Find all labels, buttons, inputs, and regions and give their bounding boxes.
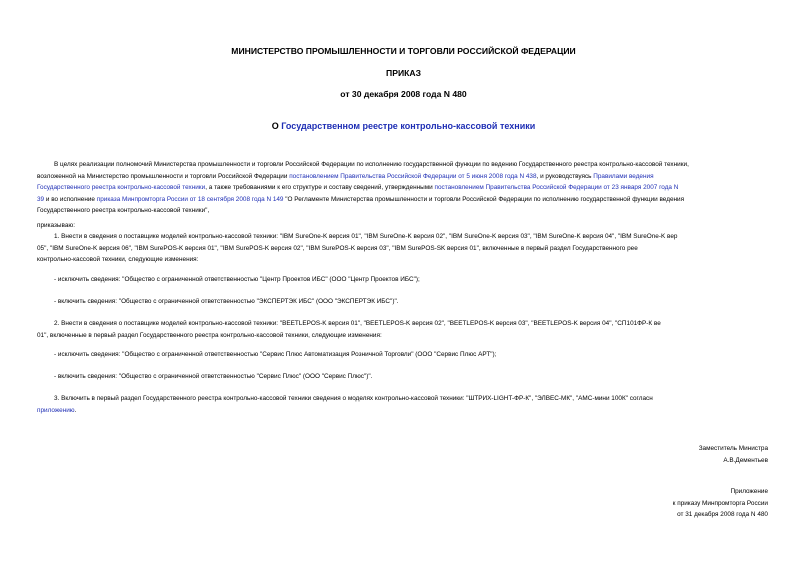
item-3-paragraph	[37, 393, 797, 416]
preamble-text: "О Регламенте Министерства промышленности и торговли Российской Федерации по исполнению государственной функции ведения	[283, 195, 685, 203]
minpromtorg-order-149-link[interactable]: приказа Минпромторга России от 18 сентября 2008 года N 149	[96, 195, 284, 203]
signature-name: А.В.Дементьев	[723, 456, 768, 464]
title-link[interactable]: Государственном реестре контрольно-кассовой техники	[281, 121, 536, 131]
order-word	[37, 220, 797, 232]
item-1-line-2: 05", "IBM SureOne-K версия 06", "IBM SurePOS-K версия 01", "IBM SurePOS-K версия 02", "IBM SurePOS-K версия 03", "IBM SurePOS-SK версия 01", включенные в первый раздел Государственного рее	[37, 244, 638, 252]
document-title	[0, 120, 807, 132]
item-1-paragraph	[37, 231, 797, 266]
registry-link[interactable]: Государственного реестра контрольно-кассовой техники	[37, 184, 206, 192]
item-2-exclude	[37, 349, 797, 361]
item-3-line-1: 3. Включить в первый раздел Государственного реестра контрольно-кассовой техники сведения о моделях контрольно-кассовой техники: "ШТРИХ-LIGHT-ФР-К", "ЭЛВЕС-МК", "АМС-мини 100К" согласн	[54, 395, 653, 402]
appendix-block	[673, 486, 768, 521]
preamble-text: и во исполнение	[44, 195, 97, 203]
title-prefix: О	[271, 121, 282, 131]
appendix-date: от 31 декабря 2008 года N 480	[677, 511, 768, 519]
item-2-line-2: 01", включенные в первый раздел Государственного реестра контрольно-кассовой техники, следующие изменения:	[37, 331, 382, 339]
preamble-text: , а также требованиями к его структуре и составу сведений, утвержденными	[205, 184, 435, 192]
item-1-exclude	[37, 274, 797, 286]
preamble-line-3	[37, 182, 797, 194]
preamble-line-5: Государственного реестра контрольно-кассовой техники",	[37, 207, 210, 215]
item-1-include	[37, 296, 797, 308]
preamble-line-1: В целях реализации полномочий Министерства промышленности и торговли Российской Федерации по исполнению государственной функции по ведению Государственного реестра контрольно-кассовой техники,	[54, 161, 689, 168]
order-word-text: приказываю:	[37, 222, 75, 229]
decree-number-link[interactable]: 39	[37, 195, 45, 203]
item-2-include-text: - включить сведения: "Общество с ограниченной ответственностью "Сервис Плюс" (ООО "Сервис Плюс")".	[54, 373, 373, 380]
ministry-heading: МИНИСТЕРСТВО ПРОМЫШЛЕННОСТИ И ТОРГОВЛИ РОССИЙСКОЙ ФЕДЕРАЦИИ	[231, 46, 576, 56]
preamble-line-2	[37, 171, 797, 183]
item-2-include	[37, 371, 797, 383]
preamble-text: , и руководствуясь	[536, 172, 594, 180]
rules-link[interactable]: Правилами ведения	[593, 172, 654, 180]
signature-block	[699, 443, 768, 466]
government-decree-39-link[interactable]: постановлением Правительства Российской Федерации от 23 января 2007 года N	[434, 184, 679, 192]
item-1-line-1: 1. Внести в сведения о поставщике моделей контрольно-кассовой техники: "IBM SureOne-K версия 01", "IBM SureOne-K версия 02", "IBM SureOne-K версия 03", "IBM SureOne-K версия 04", "IBM SureOne-K вер	[54, 233, 678, 240]
appendix-link[interactable]: приложению	[37, 406, 75, 414]
signature-position: Заместитель Министра	[698, 445, 768, 452]
appendix-label: Приложение	[730, 488, 768, 495]
item-2-exclude-text: - исключить сведения: "Общество с ограниченной ответственностью "Сервис Плюс Автоматизация Розничной Торговли" (ООО "Сервис Плюс АРТ");	[54, 351, 497, 358]
item-1-line-3: контрольно-кассовой техники, следующие изменения:	[37, 256, 199, 264]
appendix-to-order: к приказу Минпромторга России	[672, 499, 768, 507]
preamble-line-4	[37, 194, 797, 206]
item-1-include-text: - включить сведения: "Общество с ограниченной ответственностью "ЭКСПЕРТЭК ИБС" (ООО "ЭКСПЕРТЭК ИБС")".	[54, 298, 399, 305]
item-3-line-2	[37, 405, 797, 417]
government-decree-438-link[interactable]: постановлением Правительства Российской Федерации от 5 июня 2008 года N 438	[289, 172, 537, 180]
preamble-paragraph	[37, 159, 797, 217]
item-1-exclude-text: - исключить сведения: "Общество с ограниченной ответственностью "Центр Проектов ИБС" (ООО "Центр Проектов ИБС");	[54, 276, 420, 283]
item-3-line-end: .	[74, 406, 77, 414]
item-2-paragraph	[37, 318, 797, 341]
item-2-line-1: 2. Внести в сведения о поставщике моделей контрольно-кассовой техники: "BEETLEPOS-K версия 01", "BEETLEPOS-K версия 02", "BEETLEPOS-K версия 03", "BEETLEPOS-K версия 04", "СП101ФР-К ве	[54, 320, 661, 327]
preamble-text: возложенной на Министерство промышленности и торговли Российской Федерации	[37, 172, 290, 180]
order-type-heading: ПРИКАЗ	[386, 68, 421, 78]
order-date-heading: от 30 декабря 2008 года N 480	[340, 89, 467, 99]
